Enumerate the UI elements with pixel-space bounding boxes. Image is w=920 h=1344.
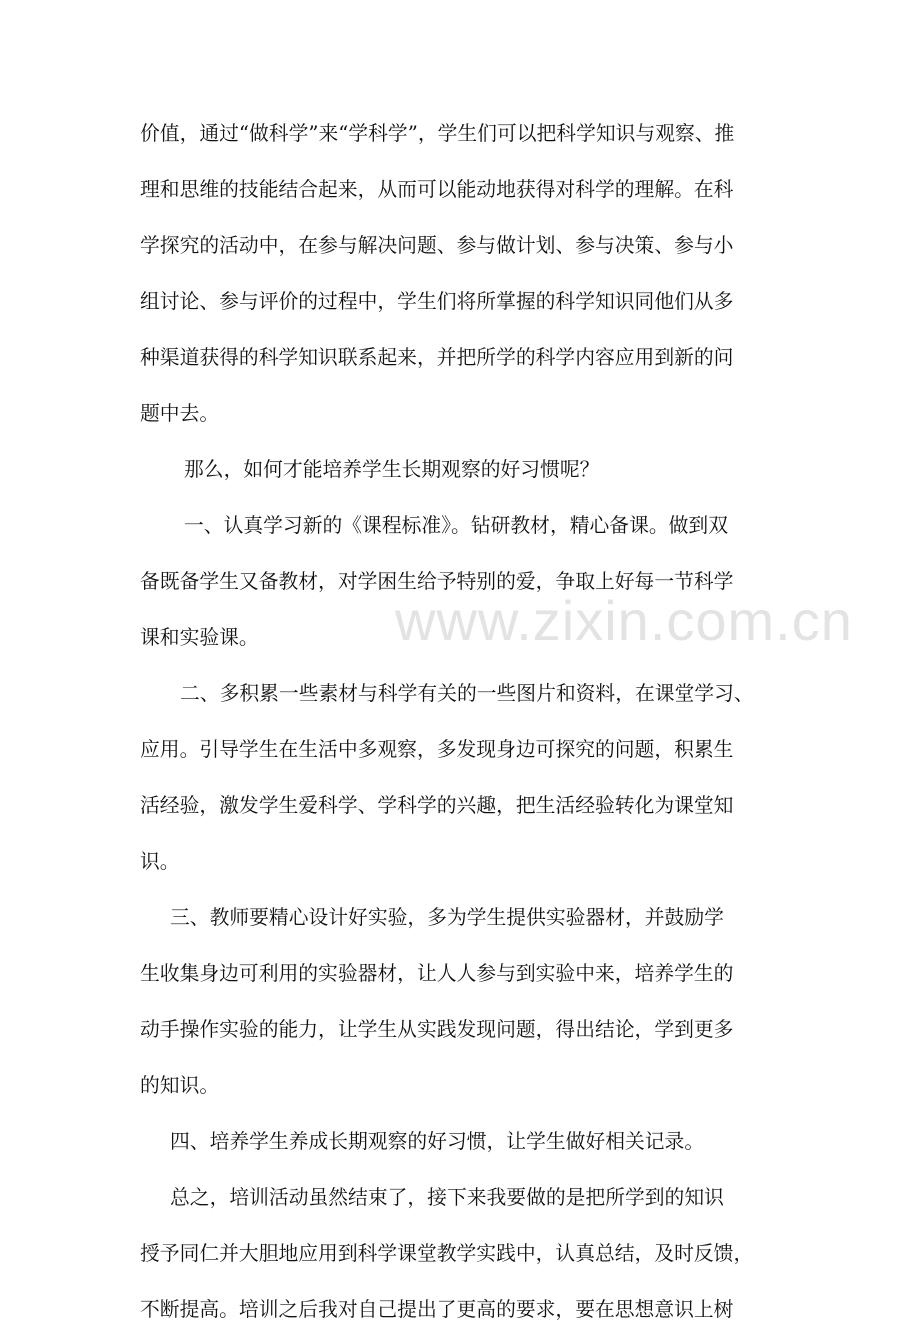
text-line: 四、培养学生养成长期观察的好习惯，让学生做好相关记录。 [170,1130,705,1153]
text-line: 授予同仁并大胆地应用到科学课堂教学实践中，认真总结，及时反馈， [140,1242,754,1265]
text-line: 课和实验课。 [140,626,259,649]
text-line: 不断提高。培训之后我对自己提出了更高的要求，要在思想意识上树 [140,1298,734,1321]
body-text [140,112,780,1344]
text-line: 的知识。 [140,1074,220,1097]
watermark: www.zixin.com.cn [395,589,853,652]
text-line: 三、教师要精心设计好实验，多为学生提供实验器材，并鼓励学 [170,906,724,929]
text-line: 一、认真学习新的《课程标准》。钻研教材，精心备课。做到双 [184,514,728,537]
text-line: 识。 [140,850,180,873]
text-line: 备既备学生又备教材，对学困生给予特别的爱，争取上好每一节科学 [140,570,734,593]
text-line: 种渠道获得的科学知识联系起来，并把所学的科学内容应用到新的问 [140,346,734,369]
text-line: 活经验，激发学生爱科学、学科学的兴趣，把生活经验转化为课堂知 [140,794,734,817]
text-line: 价值，通过“做科学”来“学科学”，学生们可以把科学知识与观察、推 [140,122,735,145]
text-line: 生收集身边可利用的实验器材，让人人参与到实验中来，培养学生的 [140,962,734,985]
text-line: 二、多积累一些素材与科学有关的一些图片和资料，在课堂学习、 [180,682,754,705]
text-line: 应用。引导学生在生活中多观察，多发现身边可探究的问题，积累生 [140,738,734,761]
text-line: 题中去。 [140,402,220,425]
text-line: 组讨论、参与评价的过程中，学生们将所掌握的科学知识同他们从多 [140,290,734,313]
text-line: 动手操作实验的能力，让学生从实践发现问题，得出结论，学到更多 [140,1018,734,1041]
text-line: 学探究的活动中，在参与解决问题、参与做计划、参与决策、参与小 [140,234,734,257]
text-line: 总之，培训活动虽然结束了，接下来我要做的是把所学到的知识 [170,1186,724,1209]
text-line: 那么，如何才能培养学生长期观察的好习惯呢？ [184,458,600,481]
text-line: 理和思维的技能结合起来，从而可以能动地获得对科学的理解。在科 [140,178,734,201]
